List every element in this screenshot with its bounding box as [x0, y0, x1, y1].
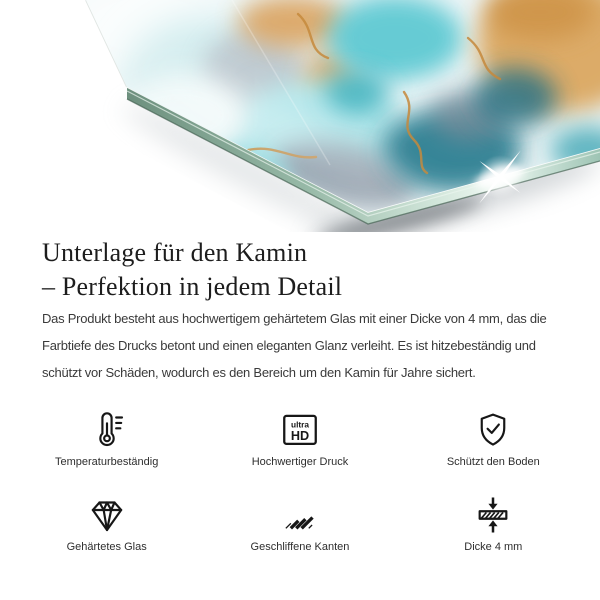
feature-tempered-glass — [10, 493, 203, 554]
feature-thickness — [397, 493, 590, 554]
page-title — [42, 236, 558, 304]
product-photo — [0, 0, 600, 232]
product-description: Das Produkt besteht aus hochwertigem gehärtetem Glas mit einer Dicke von 4 mm, das die Farbtiefe des Drucks betont und einen eleganten Glanz verleiht. Es ist hitzebeständig und schützt vor Schäden, wodurch es den Bereich um den Kamin für Jahre sichert. — [42, 311, 547, 380]
feature-label: Schützt den Boden — [446, 456, 540, 468]
svg-text:HD: HD — [290, 428, 310, 443]
feature-print-quality — [203, 408, 396, 469]
feature-label: Gehärtetes Glas — [66, 541, 147, 553]
title-line-2: – Perfektion in jedem Detail — [42, 272, 343, 301]
title-line-1: Unterlage für den Kamin — [42, 238, 308, 267]
feature-temperature — [10, 408, 203, 469]
diamond-icon — [86, 493, 128, 535]
polished-edges-icon — [280, 493, 320, 535]
shield-check-icon — [473, 408, 513, 450]
thickness-arrows-icon — [473, 493, 513, 535]
feature-floor-protection — [397, 408, 590, 469]
feature-label: Geschliffene Kanten — [250, 541, 350, 553]
feature-polished-edges — [203, 493, 396, 554]
ultra-hd-icon — [279, 408, 321, 450]
features-grid — [10, 408, 590, 554]
thermometer-icon — [87, 408, 127, 450]
feature-label: Temperaturbeständig — [54, 456, 159, 468]
feature-label: Dicke 4 mm — [464, 541, 523, 553]
description-section — [0, 236, 600, 554]
glass-panel-image — [0, 0, 600, 232]
feature-label: Hochwertiger Druck — [251, 456, 349, 468]
svg-text:ultra: ultra — [290, 419, 309, 430]
